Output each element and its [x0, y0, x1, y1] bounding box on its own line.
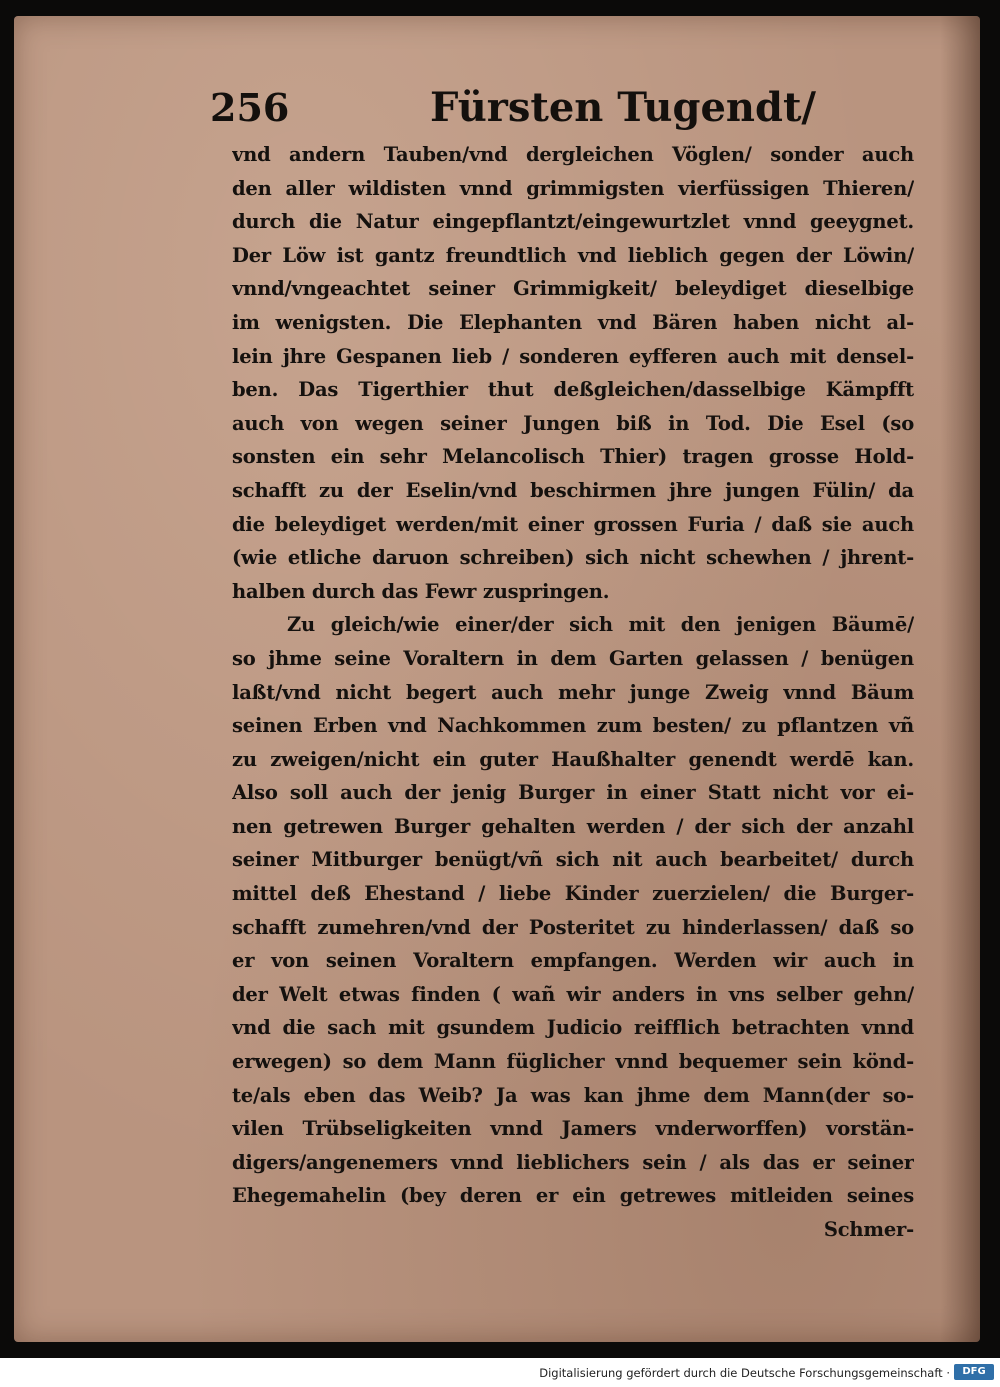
text-line: er von seinen Voraltern empfangen. Werden wir auch in — [232, 949, 914, 973]
text-line: nen getrewen Burger gehalten werden / der sich der anzahl — [232, 814, 914, 838]
text-line: sonsten ein sehr Melancolisch Thier) tragen grosse Hold- — [232, 445, 914, 469]
text-line: die beleydiget werden/mit einer grossen Furia / daß sie auch — [232, 512, 914, 536]
text-line: mittel deß Ehestand / liebe Kinder zuerzielen/ die Burger- — [232, 882, 914, 906]
running-head — [210, 80, 910, 136]
text-line: schafft zu der Eselin/vnd beschirmen jhre jungen Fülin/ da — [232, 478, 914, 502]
text-line: Zu gleich/wie einer/der sich mit den jenigen Bäumē/ — [287, 613, 914, 637]
text-line: Ehegemahelin (bey deren er ein getrewes mitleiden seines — [232, 1184, 914, 1208]
page-number: 256 — [210, 85, 290, 130]
text-line: digers/angenemers vnnd lieblichers sein / als das er seiner — [232, 1150, 914, 1174]
text-line: halben durch das Fewr zuspringen. — [232, 579, 610, 603]
text-line: im wenigsten. Die Elephanten vnd Bären haben nicht al- — [232, 310, 914, 334]
page-edge-shadow — [940, 16, 980, 1342]
funding-note: Digitalisierung gefördert durch die Deutsche Forschungsgemeinschaft · — [539, 1366, 950, 1380]
body-text — [232, 138, 914, 1247]
text-line: vnnd/vngeachtet seiner Grimmigkeit/ beleydiget dieselbige — [232, 277, 914, 301]
text-line: durch die Natur eingepflantzt/eingewurtzlet vnnd geeygnet. — [232, 210, 914, 234]
text-line: der Welt etwas finden ( wañ wir anders in vns selber gehn/ — [232, 982, 914, 1006]
text-line: Also soll auch der jenig Burger in einer Statt nicht vor ei- — [232, 781, 914, 805]
text-line: laßt/vnd nicht begert auch mehr junge Zweig vnnd Bäum — [232, 680, 914, 704]
text-line: den aller wildisten vnnd grimmigsten vierfüssigen Thieren/ — [232, 176, 914, 200]
text-line: ben. Das Tigerthier thut deßgleichen/dasselbige Kämpfft — [232, 378, 914, 402]
text-line: schafft zumehren/vnd der Posteritet zu hinderlassen/ daß so — [232, 915, 914, 939]
dfg-logo-icon: DFG — [954, 1364, 994, 1380]
text-line: seinen Erben vnd Nachkommen zum besten/ zu pflantzen vñ — [232, 714, 914, 738]
text-line: so jhme seine Voraltern in dem Garten gelassen / benügen — [232, 646, 914, 670]
text-line: vnd die sach mit gsundem Judicio reifflich betrachten vnnd — [232, 1016, 914, 1040]
text-line: te/als eben das Weib? Ja was kan jhme dem Mann(der so- — [232, 1083, 914, 1107]
footer — [0, 1358, 1000, 1387]
running-title: Fürsten Tugendt/ — [430, 84, 817, 131]
text-line: Der Löw ist gantz freundtlich vnd lieblich gegen der Löwin/ — [232, 243, 914, 267]
text-line: erwegen) so dem Mann füglicher vnnd bequemer sein könd- — [232, 1050, 914, 1074]
text-line: vilen Trübseligkeiten vnnd Jamers vnderworffen) vorstän- — [232, 1117, 914, 1141]
text-line: auch von wegen seiner Jungen biß in Tod. Die Esel (so — [232, 411, 914, 435]
catchword: Schmer- — [823, 1218, 914, 1241]
text-line: seiner Mitburger benügt/vñ sich nit auch bearbeitet/ durch — [232, 848, 914, 872]
text-line: vnd andern Tauben/vnd dergleichen Vöglen/ sonder auch — [232, 143, 914, 166]
text-line: (wie etliche daruon schreiben) sich nicht schewhen / jhrent- — [232, 546, 914, 570]
text-line: zu zweigen/nicht ein guter Haußhalter genendt werdē kan. — [232, 747, 914, 771]
text-line: lein jhre Gespanen lieb / sonderen eyfferen auch mit densel- — [232, 344, 914, 368]
